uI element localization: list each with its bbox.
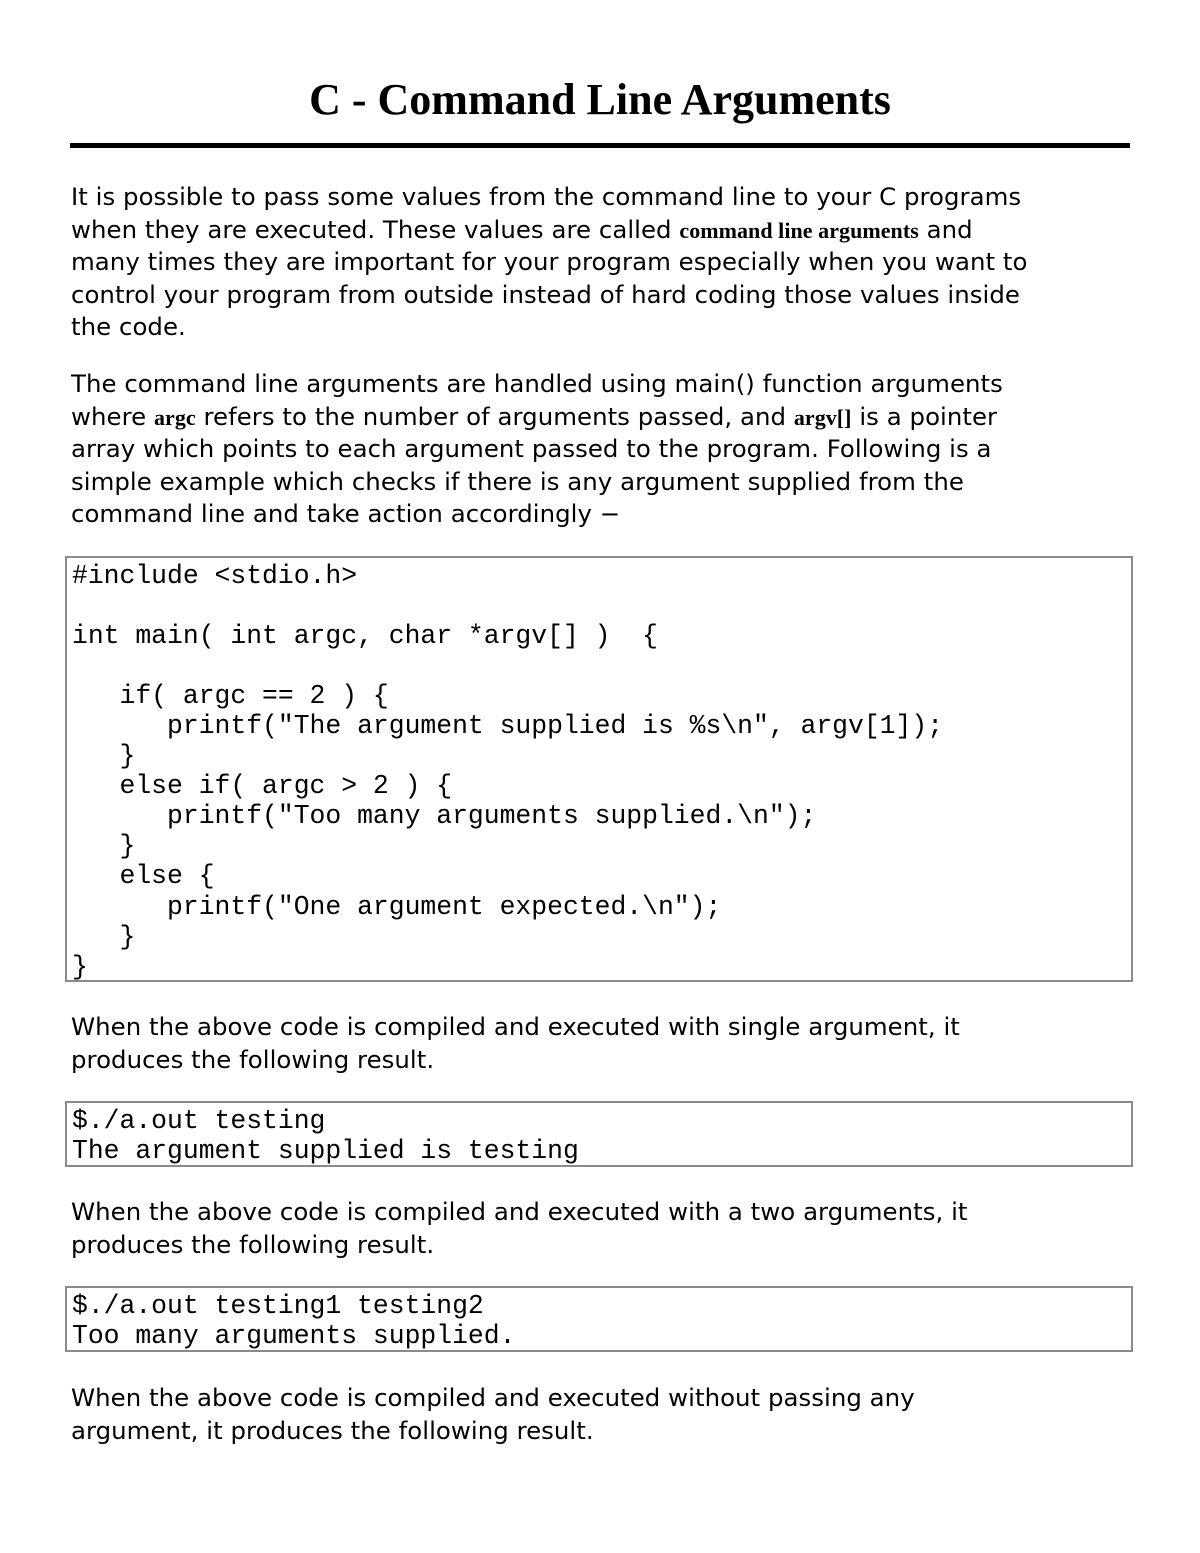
two-arguments-line: When the above code is compiled and executed with a two arguments, it [71, 1197, 968, 1226]
explanation-paragraph [71, 368, 1133, 531]
explanation-text: refers to the number of arguments passed, and [195, 401, 794, 431]
intro-text: when they are executed. These values are called [71, 214, 680, 244]
two-arguments-paragraph [71, 1196, 1133, 1261]
two-arguments-line: produces the following result. [71, 1229, 435, 1259]
no-argument-line: When the above code is compiled and executed without passing any [71, 1383, 915, 1412]
intro-line: It is possible to pass some values from the command line to your C programs [71, 182, 1022, 211]
single-argument-line: produces the following result. [71, 1044, 435, 1074]
no-argument-paragraph [71, 1382, 1133, 1447]
keyword-argc: argc [153, 404, 196, 430]
explanation-line: command line and take action accordingly − [71, 499, 621, 529]
intro-text: and [918, 214, 973, 244]
intro-line [71, 214, 1133, 247]
keyword-command-line-arguments: command line arguments [679, 217, 919, 243]
intro-paragraph [71, 181, 1133, 344]
explanation-line: The command line arguments are handled using main() function arguments [71, 369, 1003, 398]
explanation-line: simple example which checks if there is any argument supplied from the [71, 466, 964, 496]
keyword-argv: argv[] [793, 404, 852, 430]
explanation-text: where [71, 401, 154, 431]
title-divider [70, 143, 1130, 148]
explanation-text: is a pointer [851, 401, 998, 431]
single-argument-output-text: $./a.out testing The argument supplied is testing [72, 1106, 579, 1167]
intro-line: control your program from outside instead of hard coding those values inside [71, 279, 1020, 309]
code-example-block [65, 556, 1133, 982]
explanation-line: array which points to each argument passed to the program. Following is a [71, 434, 992, 464]
no-argument-line: argument, it produces the following result. [71, 1415, 594, 1445]
two-arguments-output-block [65, 1286, 1133, 1352]
explanation-line [71, 401, 1133, 434]
two-arguments-output-text: $./a.out testing1 testing2 Too many arguments supplied. [72, 1291, 516, 1352]
single-argument-output-block [65, 1101, 1133, 1167]
intro-line: many times they are important for your program especially when you want to [71, 247, 1028, 277]
single-argument-line: When the above code is compiled and executed with single argument, it [71, 1012, 960, 1041]
intro-line: the code. [71, 312, 186, 342]
single-argument-paragraph [71, 1011, 1133, 1076]
code-example-text: #include <stdio.h> int main( int argc, char *argv[] ) { if( argc == 2 ) { printf("The argument supplied is %s\n", argv[1]); } else if( argc > 2 ) { printf("Too many arguments supplied.\n"); } else { printf("One argument expected.\n"); } } [72, 561, 944, 982]
page-title: C - Command Line Arguments [309, 75, 891, 124]
